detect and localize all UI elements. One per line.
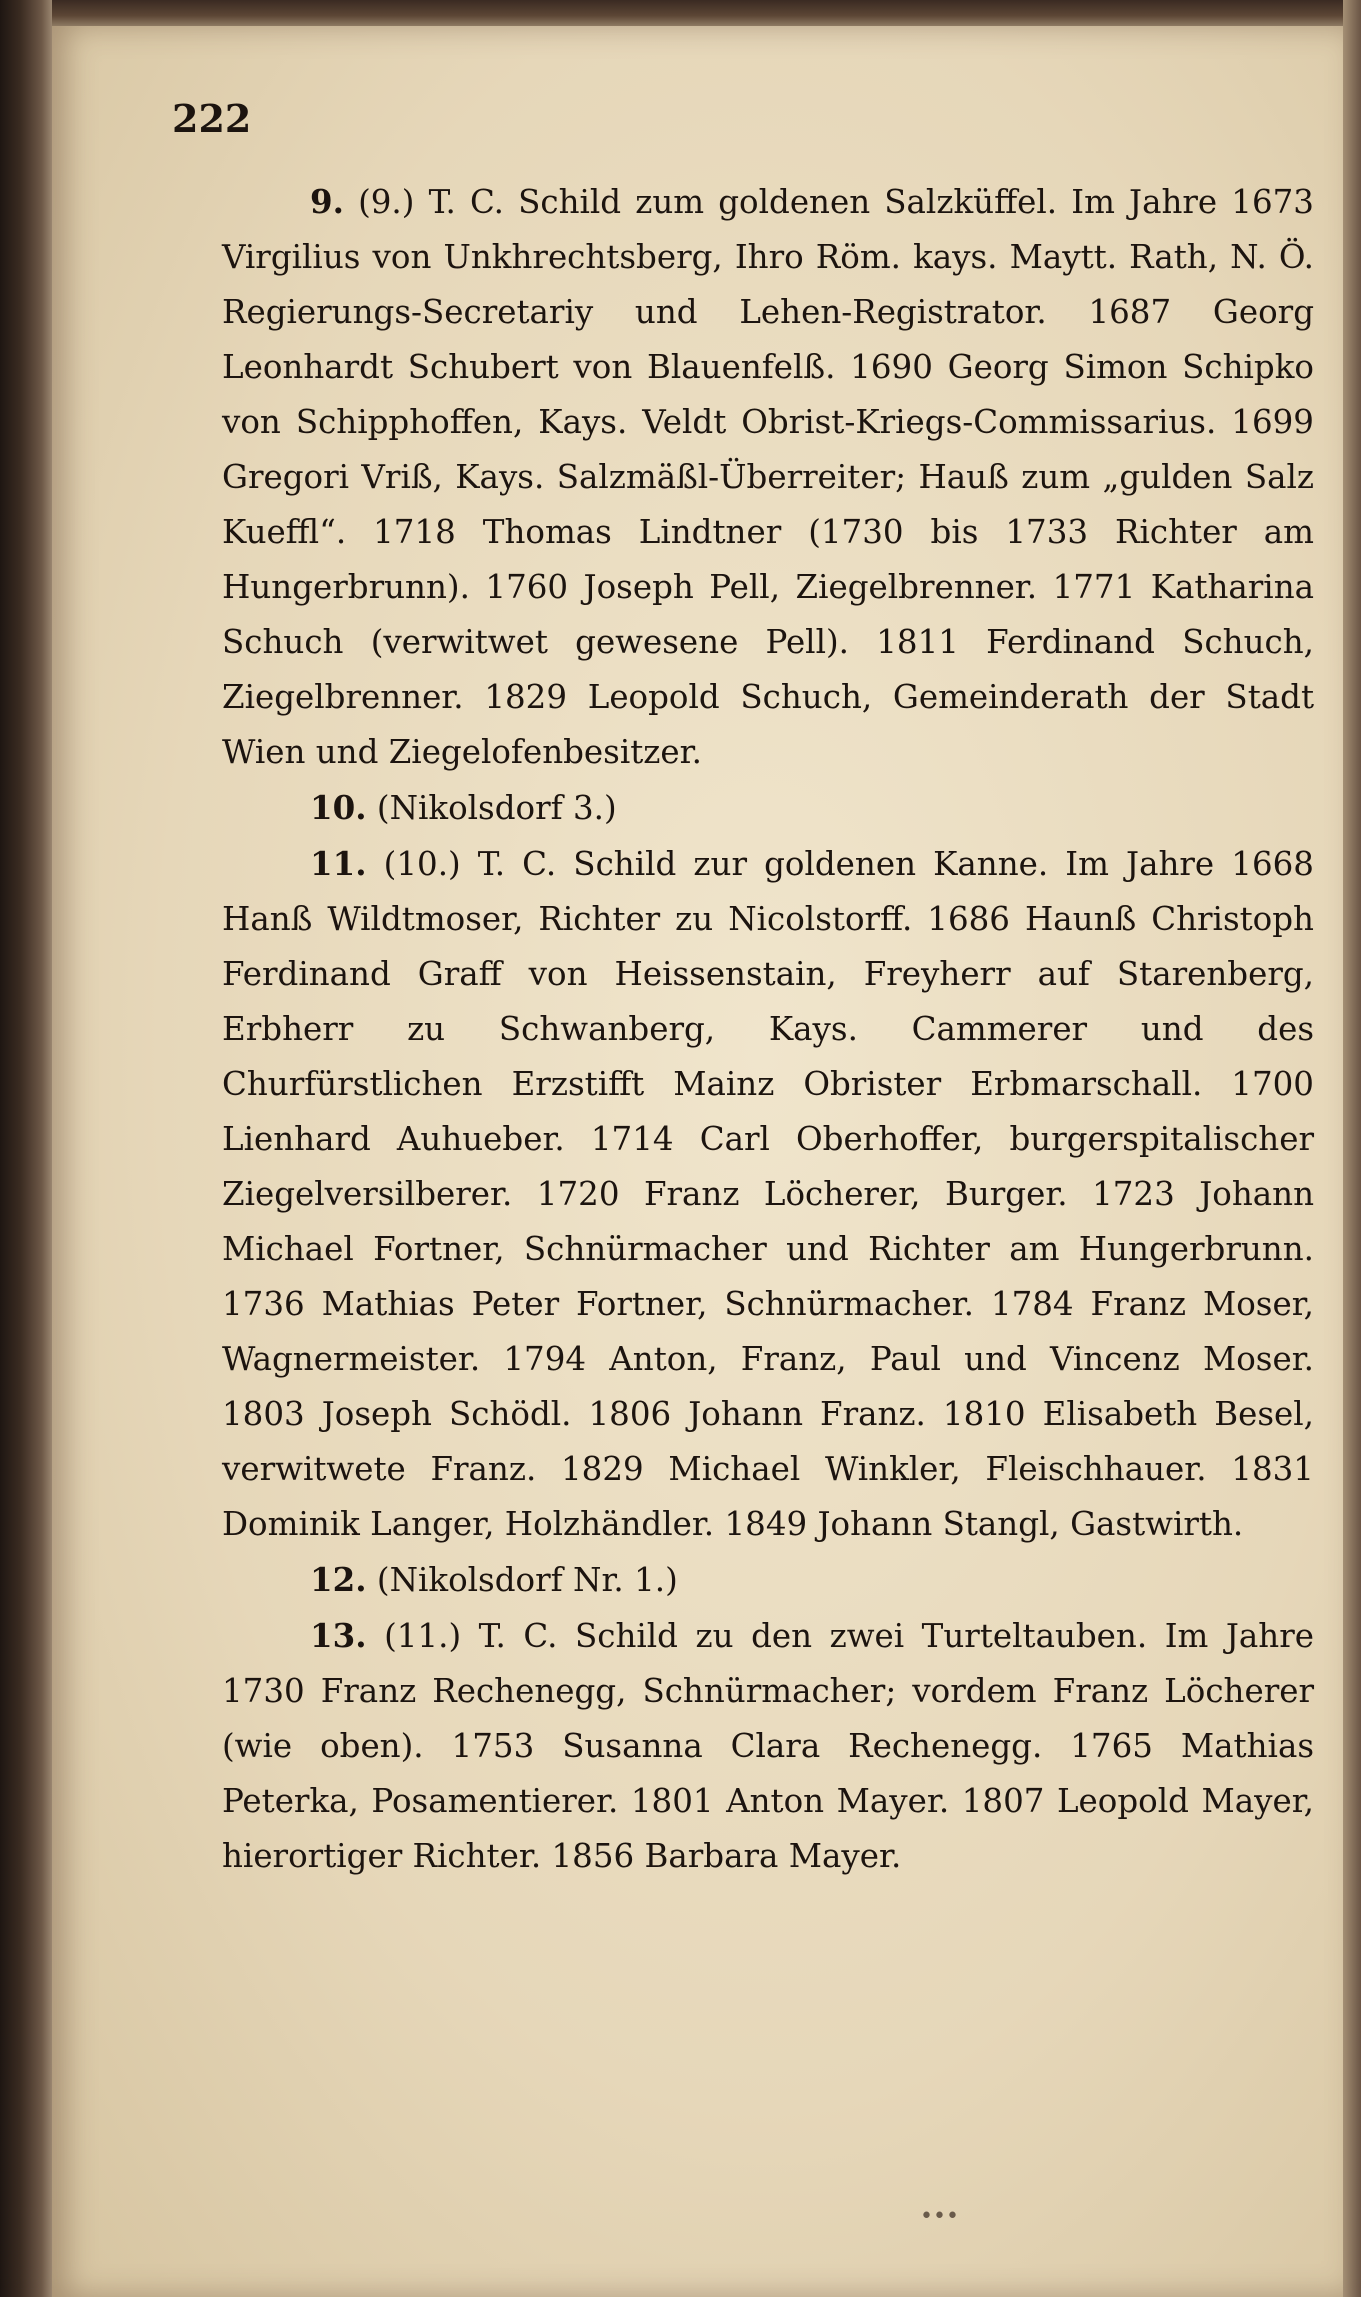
entry-number: 11.: [310, 844, 367, 883]
entry-text: (11.) T. C. Schild zu den zwei Turteltauben. Im Jahre 1730 Franz Rechenegg, Schnürmacher; vordem Franz Löcherer (wie oben). 1753 Susanna Clara Rechenegg. 1765 Mathias Peterka, Posamentierer. 1801 Anton Mayer. 1807 Leopold Mayer, hierortiger Richter. 1856 Barbara Mayer.: [222, 1617, 1314, 1875]
entry-number: 10.: [310, 788, 367, 827]
page-body: [222, 174, 1314, 1884]
entry-number: 13.: [310, 1616, 367, 1655]
book-binding-top: [0, 0, 1361, 26]
entry-12: [222, 1552, 1314, 1608]
entry-number: 12.: [310, 1560, 367, 1599]
book-binding-left: [0, 0, 52, 2297]
page-number: 222: [172, 96, 252, 141]
entry-text: (Nikolsdorf Nr. 1.): [376, 1561, 678, 1599]
entry-13: [222, 1608, 1314, 1884]
entry-10: [222, 780, 1314, 836]
page-edge-right: [1343, 0, 1361, 2297]
book-page: [52, 26, 1343, 2297]
printer-mark: •••: [920, 2204, 959, 2229]
entry-text: (Nikolsdorf 3.): [376, 789, 617, 827]
entry-text: (10.) T. C. Schild zur goldenen Kanne. Im Jahre 1668 Hanß Wildtmoser, Richter zu Nicolstorff. 1686 Haunß Christoph Ferdinand Graff von Heissenstain, Freyherr auf Starenberg, Erbherr zu Schwanberg, Kays. Cammerer und des Churfürstlichen Erzstifft Mainz Obrister Erbmarschall. 1700 Lienhard Auhueber. 1714 Carl Oberhoffer, burgerspitalischer Ziegelversilberer. 1720 Franz Löcherer, Burger. 1723 Johann Michael Fortner, Schnürmacher und Richter am Hungerbrunn. 1736 Mathias Peter Fortner, Schnürmacher. 1784 Franz Moser, Wagnermeister. 1794 Anton, Franz, Paul und Vincenz Moser. 1803 Joseph Schödl. 1806 Johann Franz. 1810 Elisabeth Besel, verwitwete Franz. 1829 Michael Winkler, Fleischhauer. 1831 Dominik Langer, Holzhändler. 1849 Johann Stangl, Gastwirth.: [222, 845, 1314, 1543]
entry-number: 9.: [310, 182, 344, 221]
entry-9: [222, 174, 1314, 780]
entry-text: (9.) T. C. Schild zum goldenen Salzküffel. Im Jahre 1673 Virgilius von Unkhrechtsberg, Ihro Röm. kays. Maytt. Rath, N. Ö. Regierungs-Secretariy und Lehen-Registrator. 1687 Georg Leonhardt Schubert von Blauenfelß. 1690 Georg Simon Schipko von Schipphoffen, Kays. Veldt Obrist-Kriegs-Commissarius. 1699 Gregori Vriß, Kays. Salzmäßl-Überreiter; Hauß zum „gulden Salz Kueffl“. 1718 Thomas Lindtner (1730 bis 1733 Richter am Hungerbrunn). 1760 Joseph Pell, Ziegelbrenner. 1771 Katharina Schuch (verwitwet gewesene Pell). 1811 Ferdinand Schuch, Ziegelbrenner. 1829 Leopold Schuch, Gemeinderath der Stadt Wien und Ziegelofenbesitzer.: [222, 183, 1314, 771]
entry-11: [222, 836, 1314, 1552]
